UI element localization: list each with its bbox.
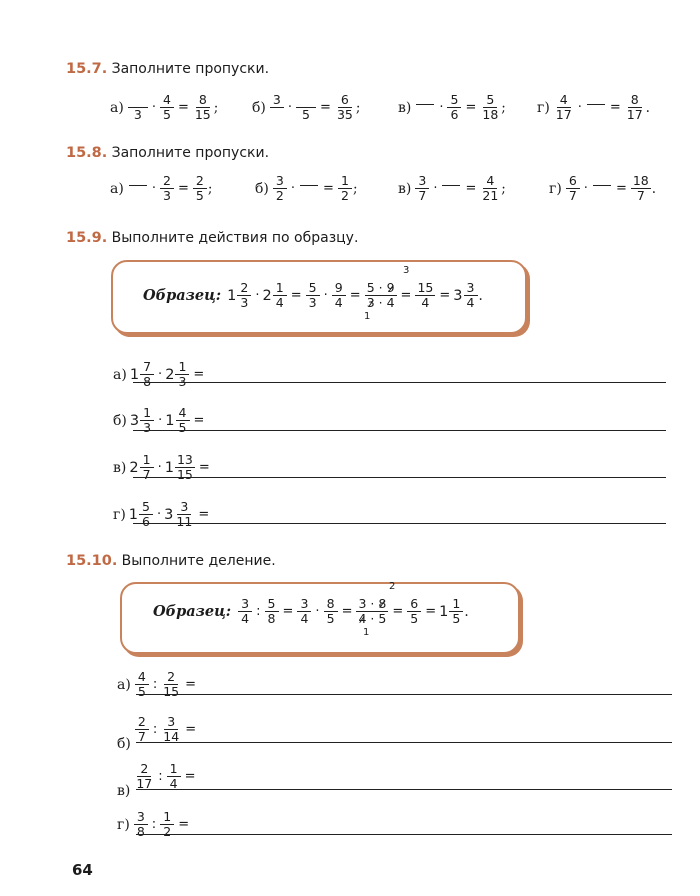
exercise-15-7-b [252, 93, 360, 122]
fraction: $\frac{3}{11}$ [176, 499, 193, 529]
equals-sign: = [193, 367, 205, 382]
whole-part: 2 [165, 366, 175, 383]
mult-sign: · [583, 181, 588, 196]
page-number: 64 [72, 861, 93, 879]
mult-sign: · [315, 604, 320, 619]
whole-part: 1 [227, 287, 237, 304]
mult-sign: · [433, 181, 438, 196]
fraction: $\frac{1}{4}$ [167, 762, 181, 791]
fraction: $\frac{4}{17}$ [555, 92, 572, 122]
mult-sign: · [151, 181, 156, 196]
equals-sign: = [290, 288, 302, 303]
fraction: $\frac{2}{3}$ [237, 281, 251, 310]
item-label: б) [113, 412, 127, 429]
equals-sign: = [465, 181, 477, 196]
equals-sign: = [609, 100, 621, 115]
fraction: $\frac{3}{2}$ [273, 174, 287, 203]
fraction-result: $\frac{2}{5}$ [193, 174, 207, 203]
fraction-result: $\frac{4}{21}$ [482, 173, 499, 203]
mult-sign: · [158, 413, 163, 428]
whole-part: 1 [129, 366, 140, 383]
semicolon: ; [213, 99, 219, 116]
answer-line[interactable] [136, 694, 672, 695]
item-label: г) [113, 506, 126, 523]
blank-fraction [300, 185, 318, 186]
period: . [645, 99, 650, 116]
task-15-9-g [113, 500, 212, 529]
whole-part: 3 [453, 287, 463, 304]
answer-line[interactable] [133, 430, 666, 431]
item-label: а) [113, 366, 127, 383]
whole-part: 1 [165, 412, 175, 429]
whole-part: 3 [129, 412, 140, 429]
equals-sign: = [198, 507, 210, 522]
fraction: $\frac{9}{4}$ [332, 281, 346, 310]
fraction: $\frac{7}{8}$ [140, 360, 154, 389]
blank-fraction [587, 104, 605, 105]
answer-line[interactable] [133, 477, 666, 478]
whole-part: 1 [439, 603, 449, 620]
fraction-result: $\frac{18}{7}$ [632, 173, 649, 203]
item-label: а) [117, 676, 131, 693]
mult-sign: · [157, 507, 162, 522]
equals-sign: = [282, 604, 294, 619]
period: . [464, 603, 469, 620]
exercise-15-9-header [66, 230, 358, 246]
exercise-title: Заполните пропуски. [111, 145, 270, 161]
mult-sign: · [255, 288, 260, 303]
task-15-10-v [117, 761, 199, 799]
period: . [651, 180, 657, 197]
fraction-blank-numerator: 5 [296, 93, 316, 122]
mult-sign: · [290, 181, 296, 196]
fraction: $\frac{5}{6}$ [139, 500, 153, 529]
fraction: $\frac{1}{2}$ [160, 810, 174, 839]
equals-sign: = [341, 604, 353, 619]
fraction: $\frac{4}{5}$ [176, 406, 190, 435]
exercise-15-8-v [398, 174, 506, 203]
fraction: $\frac{3}{4}$ [464, 281, 478, 310]
semicolon: ; [501, 99, 506, 116]
fraction: $\frac{3}{7}$ [415, 174, 429, 203]
equals-sign: = [177, 181, 189, 196]
equals-sign: = [425, 604, 437, 619]
sample-label: Образец: [143, 287, 222, 304]
exercise-15-8-g [549, 174, 656, 203]
fraction: $\frac{3}{4}$ [297, 597, 311, 626]
exercise-15-8-a [110, 174, 212, 203]
fraction: $\frac{2}{7}$ [135, 715, 149, 744]
item-label: в) [113, 459, 127, 476]
fraction: $\frac{5}{8}$ [265, 597, 279, 626]
equals-sign: = [349, 288, 361, 303]
division-sign: : [152, 722, 158, 737]
equals-sign: = [193, 413, 205, 428]
item-label: а) [110, 180, 124, 197]
fraction-result: $\frac{8}{15}$ [194, 92, 211, 122]
fraction: $\frac{6}{7}$ [566, 174, 580, 203]
fraction-blank-numerator: 3 [128, 93, 148, 122]
sample-15-10 [153, 597, 469, 626]
blank-fraction [416, 104, 434, 105]
fraction: $\frac{1}{5}$ [449, 597, 463, 626]
mult-sign: · [157, 460, 162, 475]
fraction: $\frac{1}{3}$ [140, 406, 154, 435]
reduced-value: 1 [364, 311, 371, 322]
exercise-number: 15.10. [66, 553, 118, 569]
semicolon: ; [501, 180, 506, 197]
exercise-title: Заполните пропуски. [111, 61, 270, 77]
whole-part: 2 [129, 459, 139, 476]
reduced-value: 3 [403, 265, 410, 276]
fraction: $\frac{5}{6}$ [447, 93, 461, 122]
fraction: $\frac{2}{15}$ [163, 669, 180, 699]
fraction: $\frac{6}{5}$ [407, 597, 421, 626]
mult-sign: · [158, 367, 163, 382]
fraction: $\frac{4}{5}$ [160, 93, 174, 122]
exercise-title: Выполните действия по образцу. [111, 230, 359, 246]
division-sign: : [152, 677, 158, 692]
whole-part: 2 [262, 287, 272, 304]
fraction: $\frac{2}{17}$ [136, 761, 153, 791]
mult-sign: · [323, 288, 328, 303]
item-label: в) [398, 180, 412, 197]
equals-sign: = [323, 181, 334, 196]
mult-sign: · [151, 100, 156, 115]
equals-sign: = [320, 100, 331, 115]
mult-sign: · [577, 100, 582, 115]
division-sign: : [151, 817, 157, 832]
fraction-product: $\frac{3 \cdot 8}{4 \cdot 5}$ [358, 596, 387, 626]
fraction: $\frac{1}{4}$ [273, 281, 287, 310]
equals-sign: = [177, 100, 189, 115]
item-label: г) [549, 180, 562, 197]
fraction-product: $\frac{5 \cdot 9}{3 \cdot 4}$ [366, 280, 395, 310]
fraction: $\frac{2}{3}$ [160, 174, 174, 203]
division-sign: : [158, 769, 163, 784]
item-label: а) [110, 99, 124, 116]
equals-sign: = [392, 604, 404, 619]
sample-label: Образец: [153, 603, 232, 620]
mult-sign: · [439, 100, 444, 115]
fraction-result: $\frac{5}{18}$ [482, 92, 499, 122]
exercise-15-7-g [537, 93, 650, 122]
division-sign: : [256, 604, 261, 619]
whole-part: 1 [164, 459, 174, 476]
sample-15-9 [143, 281, 483, 310]
exercise-number: 15.9. [66, 230, 108, 246]
item-label: в) [117, 782, 131, 799]
answer-line[interactable] [133, 382, 666, 383]
item-label: г) [537, 99, 550, 116]
item-label: б) [255, 180, 269, 197]
equals-sign: = [465, 100, 477, 115]
reduced-value: 1 [363, 627, 370, 638]
answer-line[interactable] [136, 834, 672, 835]
mult-sign: · [287, 100, 293, 115]
exercise-15-7-header [66, 61, 269, 77]
fraction-result: $\frac{6}{35}$ [336, 92, 353, 122]
exercise-15-7-a [110, 93, 218, 122]
fraction: $\frac{1}{3}$ [175, 360, 189, 389]
exercise-15-7-v [398, 93, 506, 122]
blank-fraction [129, 185, 147, 186]
semicolon: ; [207, 180, 213, 197]
fraction: $\frac{13}{15}$ [176, 452, 193, 482]
item-label: в) [398, 99, 412, 116]
item-label: г) [117, 816, 130, 833]
exercise-number: 15.7. [66, 61, 108, 77]
equals-sign: = [400, 288, 412, 303]
reduced-value: 2 [389, 581, 396, 592]
fraction: $\frac{8}{5}$ [324, 597, 338, 626]
equals-sign: = [185, 677, 197, 692]
fraction: $\frac{15}{4}$ [417, 280, 434, 310]
exercise-15-8-header [66, 145, 269, 161]
item-label: б) [252, 99, 266, 116]
exercise-number: 15.8. [66, 145, 108, 161]
period: . [478, 287, 483, 304]
item-label: б) [117, 735, 131, 752]
fraction: $\frac{3}{14}$ [163, 714, 180, 744]
fraction: $\frac{5}{3}$ [306, 281, 320, 310]
equals-sign: = [184, 769, 196, 784]
exercise-title: Выполните деление. [121, 553, 276, 569]
exercise-15-8-b [255, 174, 358, 203]
fraction: $\frac{1}{7}$ [140, 453, 154, 482]
blank-fraction [442, 185, 460, 186]
fraction: $\frac{4}{5}$ [135, 670, 149, 699]
equals-sign: = [439, 288, 451, 303]
fraction: $\frac{3}{4}$ [238, 597, 252, 626]
equals-sign: = [615, 181, 627, 196]
whole-part: 1 [128, 506, 139, 523]
task-15-9-a [113, 360, 207, 389]
fraction: 3 [270, 93, 284, 122]
equals-sign: = [198, 460, 210, 475]
equals-sign: = [178, 817, 190, 832]
fraction: $\frac{3}{8}$ [134, 810, 148, 839]
equals-sign: = [185, 722, 197, 737]
answer-line[interactable] [133, 523, 666, 524]
answer-line[interactable] [136, 789, 672, 790]
answer-line[interactable] [136, 742, 672, 743]
exercise-15-10-header [66, 553, 276, 569]
blank-fraction [593, 185, 611, 186]
whole-part: 3 [164, 506, 174, 523]
semicolon: ; [355, 99, 361, 116]
fraction-result: $\frac{1}{2}$ [338, 174, 352, 203]
task-15-10-b [117, 714, 199, 752]
semicolon: ; [352, 180, 358, 197]
fraction-result: $\frac{8}{17}$ [626, 92, 643, 122]
